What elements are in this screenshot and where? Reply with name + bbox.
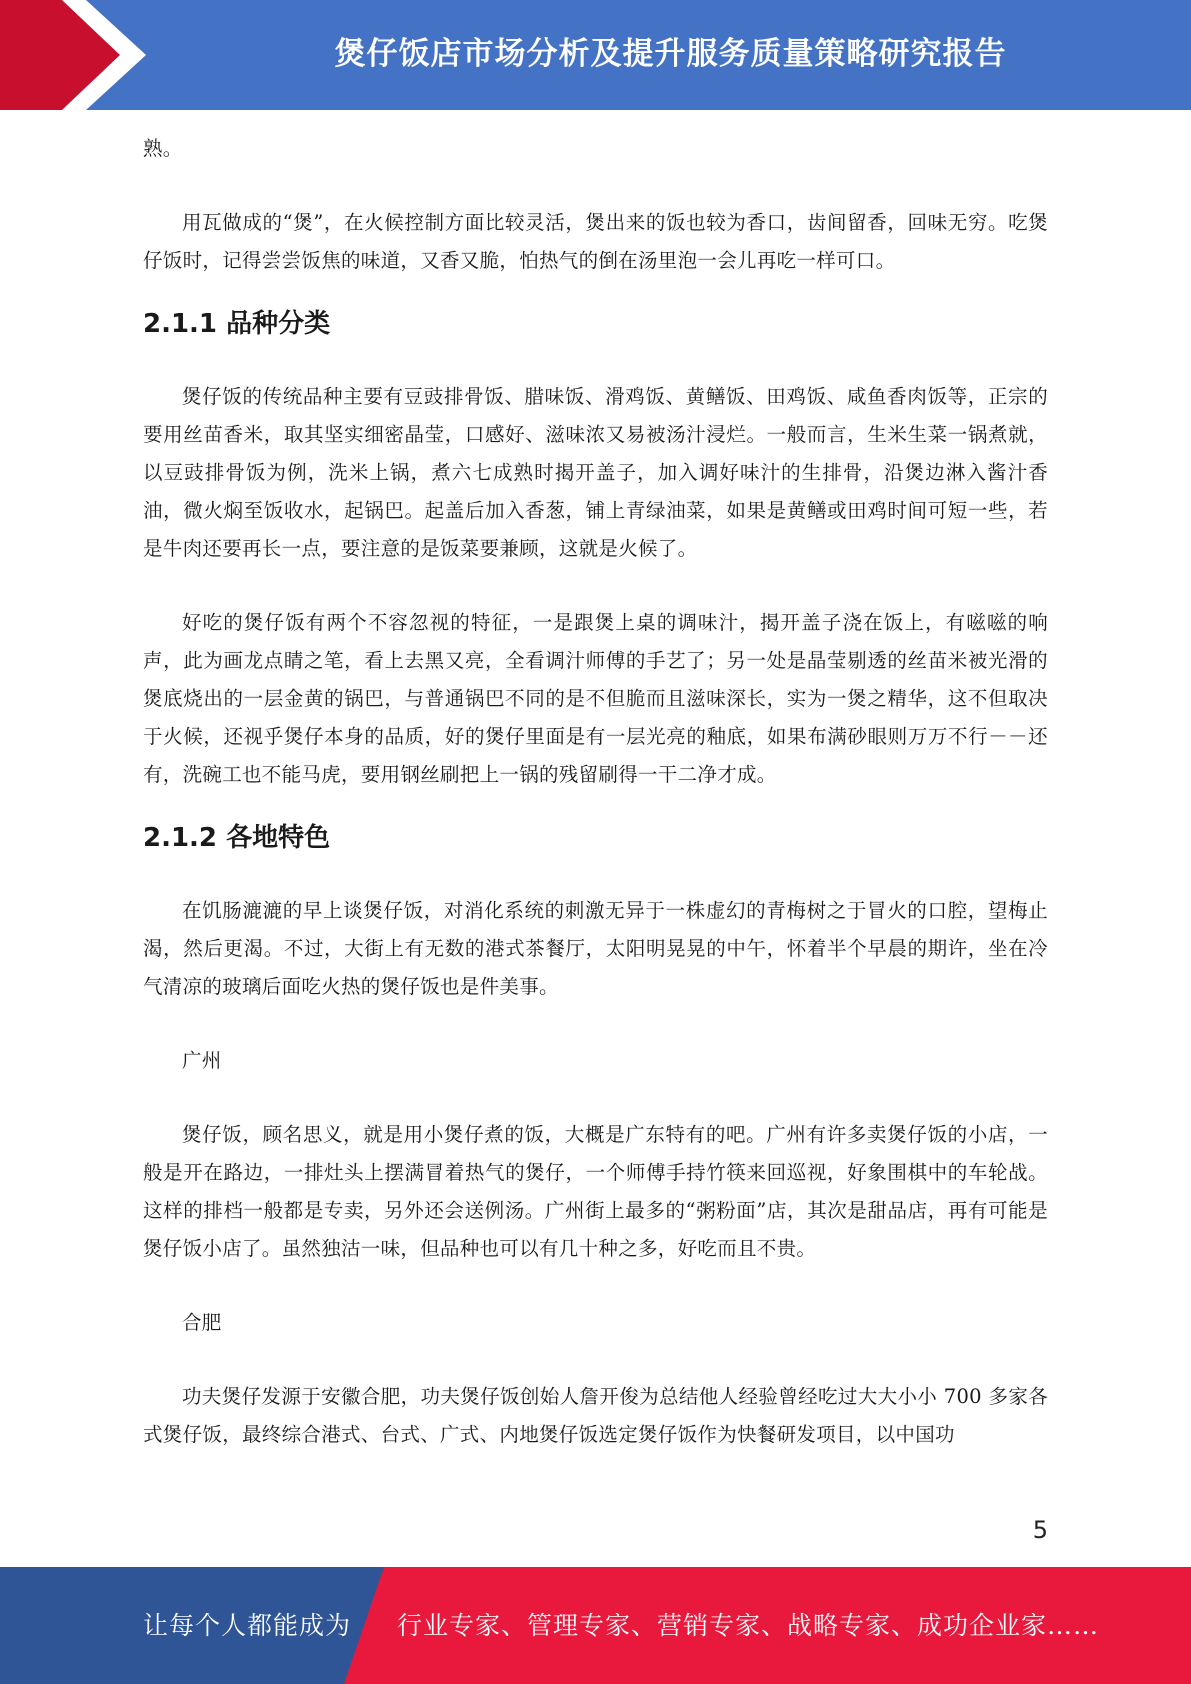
page-footer <box>0 1567 1191 1684</box>
paragraph: 煲仔饭的传统品种主要有豆豉排骨饭、腊味饭、滑鸡饭、黄鳝饭、田鸡饭、咸鱼香肉饭等，正宗的要用丝苗香米，取其坚实细密晶莹，口感好、滋味浓又易被汤汁浸烂。一般而言，生米生菜一锅煮就，以豆豉排骨饭为例，洗米上锅，煮六七成熟时揭开盖子，加入调好味汁的生排骨，沿煲边淋入酱汁香油，微火焖至饭收水，起锅巴。起盖后加入香葱，铺上青绿油菜，如果是黄鳝或田鸡时间可短一些，若是牛肉还要再长一点，要注意的是饭菜要兼顾，这就是火候了。 <box>143 385 1048 560</box>
page-header <box>0 0 1191 110</box>
header-arrow-decoration <box>0 0 160 110</box>
document-body <box>143 130 1048 1454</box>
footer-slogan-left: 让每个人都能成为 <box>143 1611 352 1640</box>
paragraph: 功夫煲仔发源于安徽合肥，功夫煲仔饭创始人詹开俊为总结他人经验曾经吃过大大小小 700 多家各式煲仔饭，最终综合港式、台式、广式、内地煲仔饭选定煲仔饭作为快餐研发项目，以中国功 <box>143 1385 1048 1446</box>
paragraph: 用瓦做成的“煲”，在火候控制方面比较灵活，煲出来的饭也较为香口，齿间留香，回味无穷。吃煲仔饭时，记得尝尝饭焦的味道，又香又脆，怕热气的倒在汤里泡一会儿再吃一样可口。 <box>143 211 1048 272</box>
section-heading: 2.1.1 品种分类 <box>143 309 331 339</box>
paragraph: 好吃的煲仔饭有两个不容忽视的特征，一是跟煲上桌的调味汁，揭开盖子浇在饭上，有嗞嗞的响声，此为画龙点睛之笔，看上去黑又亮，全看调汁师傅的手艺了；另一处是晶莹剔透的丝苗米被光滑的煲底烧出的一层金黄的锅巴，与普通锅巴不同的是不但脆而且滋味深长，实为一煲之精华，这不但取决于火候，还视乎煲仔本身的品质，好的煲仔里面是有一层光亮的釉底，如果布满砂眼则万万不行－－还有，洗碗工也不能马虎，要用钢丝刷把上一锅的残留刷得一干二净才成。 <box>143 611 1048 786</box>
paragraph-continuation: 熟。 <box>143 137 183 160</box>
page-number: 5 <box>1032 1516 1048 1544</box>
footer-slogan-right: 行业专家、管理专家、营销专家、战略专家、成功企业家…… <box>397 1611 1100 1640</box>
section-heading: 2.1.2 各地特色 <box>143 823 331 853</box>
paragraph: 煲仔饭，顾名思义，就是用小煲仔煮的饭，大概是广东特有的吧。广州有许多卖煲仔饭的小店，一般是开在路边，一排灶头上摆满冒着热气的煲仔，一个师傅手持竹筷来回巡视，好象围棋中的车轮战。这样的排档一般都是专卖，另外还会送例汤。广州街上最多的“粥粉面”店，其次是甜品店，再有可能是煲仔饭小店了。虽然独沽一味，但品种也可以有几十种之多，好吃而且不贵。 <box>143 1123 1048 1260</box>
subheading-guangzhou: 广州 <box>182 1049 222 1072</box>
report-title: 煲仔饭店市场分析及提升服务质量策略研究报告 <box>334 35 1007 72</box>
subheading-hefei: 合肥 <box>182 1311 222 1334</box>
paragraph: 在饥肠漉漉的早上谈煲仔饭，对消化系统的刺激无异于一株虚幻的青梅树之于冒火的口腔，望梅止渴，然后更渴。不过，大街上有无数的港式茶餐厅，太阳明晃晃的中午，怀着半个早晨的期许，坐在冷气清凉的玻璃后面吃火热的煲仔饭也是件美事。 <box>143 899 1048 998</box>
